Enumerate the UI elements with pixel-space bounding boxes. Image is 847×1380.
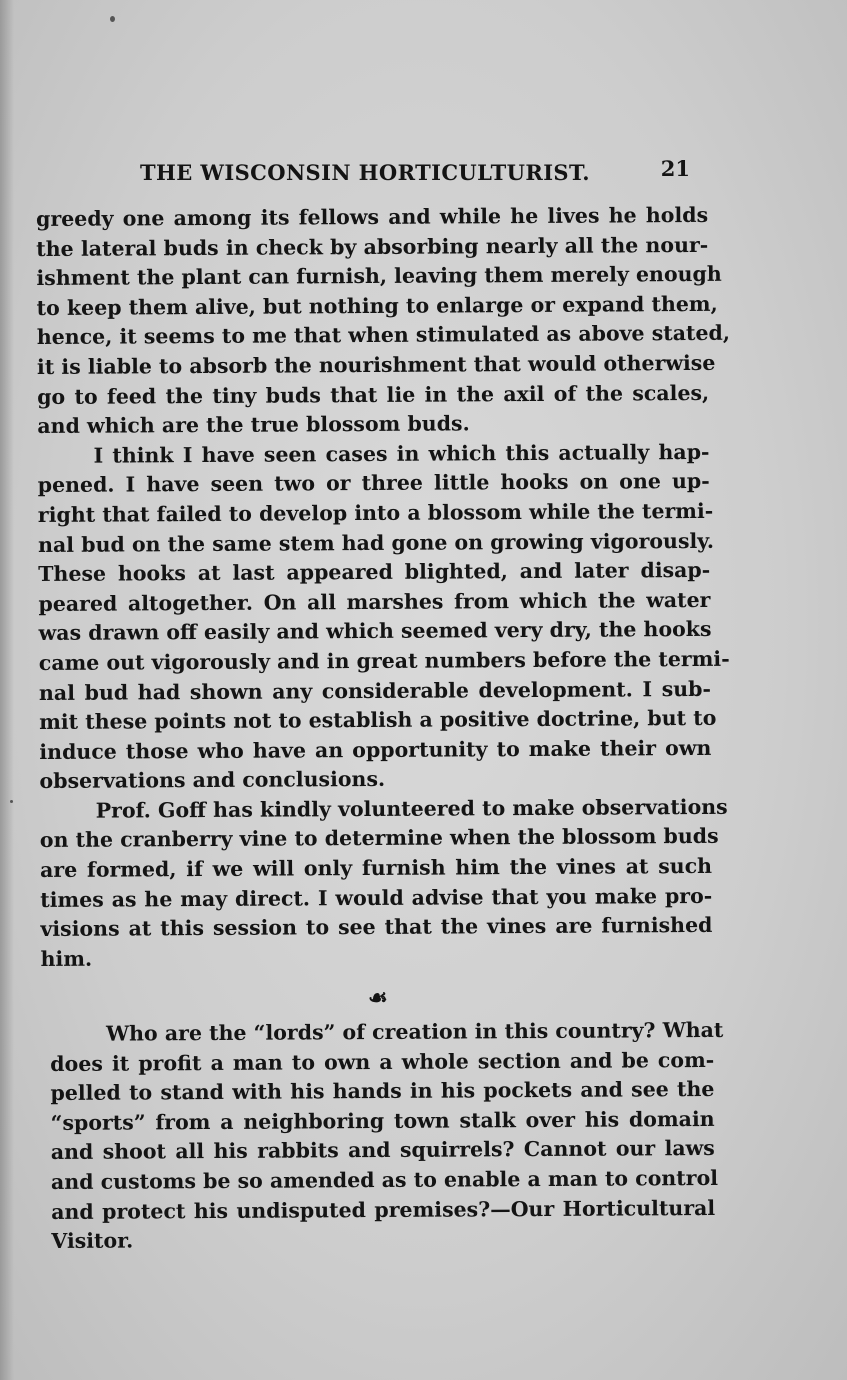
text-line: peared altogether. On all marshes from which the water — [38, 587, 711, 616]
ink-speck — [10, 800, 13, 803]
text-line: These hooks at last appeared blighted, and later disap- — [38, 558, 711, 587]
text-line: right that failed to develop into a blossom while the termi- — [37, 498, 714, 527]
text-line: pened. I have seen two or three little hooks on one up- — [37, 469, 710, 498]
text-line: nal bud had shown any considerable development. I sub- — [38, 676, 712, 705]
text-line: does it profit a man to own a whole section and be com- — [50, 1047, 715, 1076]
text-line: Who are the “lords” of creation in this country? What — [106, 1017, 724, 1046]
text-line: came out vigorously and in great numbers before the termi- — [38, 646, 730, 675]
text-line: ishment the plant can furnish, leaving them merely enough — [36, 262, 722, 291]
page-number: 21 — [660, 156, 690, 181]
text-line: on the cranberry vine to determine when the blossom buds — [39, 824, 719, 853]
text-line: greedy one among its fellows and while he lives he holds — [36, 202, 709, 231]
text-line: visions at this session to see that the vines are furnished — [40, 913, 713, 942]
text-line: and shoot all his rabbits and squirrels? Cannot our laws — [50, 1136, 715, 1165]
text-line: mit these points not to establish a positive doctrine, but to — [39, 705, 717, 735]
text-line: “sports” from a neighboring town stalk over his domain — [50, 1106, 715, 1135]
text-line: the lateral buds in check by absorbing nearly all the nour- — [36, 232, 709, 261]
section-ornament: ☙ — [368, 985, 388, 1011]
text-line: hence, it seems to me that when stimulated as above stated, — [36, 321, 731, 350]
text-line: and protect his undisputed premises?—Our Horticultural — [51, 1195, 716, 1224]
text-line: go to feed the tiny buds that lie in the axil of the scales, — [37, 380, 710, 409]
page-edge-shadow — [0, 0, 14, 1380]
main-text — [36, 201, 731, 975]
text-line: it is liable to absorb the nourishment that would otherwise — [36, 350, 716, 379]
text-line: I think I have seen cases in which this actually hap- — [93, 439, 710, 468]
text-line: Prof. Goff has kindly volunteered to make observations — [95, 794, 728, 823]
quoted-paragraph — [50, 1016, 724, 1257]
running-title: THE WISCONSIN HORTICULTURIST. — [140, 160, 591, 185]
text-line: observations and conclusions. — [39, 767, 386, 794]
ink-speck — [110, 16, 115, 22]
text-line: was drawn off easily and which seemed very dry, the hooks — [38, 617, 712, 646]
text-line: Visitor. — [51, 1228, 134, 1254]
paragraph — [39, 793, 728, 975]
text-line: times as he may direct. I would advise that you make pro- — [40, 883, 713, 912]
text-line: are formed, if we will only furnish him the vines at such — [39, 853, 713, 883]
text-line: and which are the true blossom buds. — [37, 411, 470, 439]
text-line: nal bud on the same stem had gone on growing vigorously. — [38, 528, 714, 557]
paragraph — [36, 201, 731, 442]
text-line: and customs be so amended as to enable a man to control — [50, 1165, 719, 1194]
text-line: induce those who have an opportunity to make their own — [39, 735, 712, 764]
text-line: to keep them alive, but nothing to enlarge or expand them, — [36, 291, 718, 320]
text-line: him. — [40, 946, 93, 971]
paragraph — [37, 438, 730, 797]
text-line: pelled to stand with his hands in his pockets and see the — [50, 1077, 715, 1106]
running-header — [140, 156, 700, 192]
